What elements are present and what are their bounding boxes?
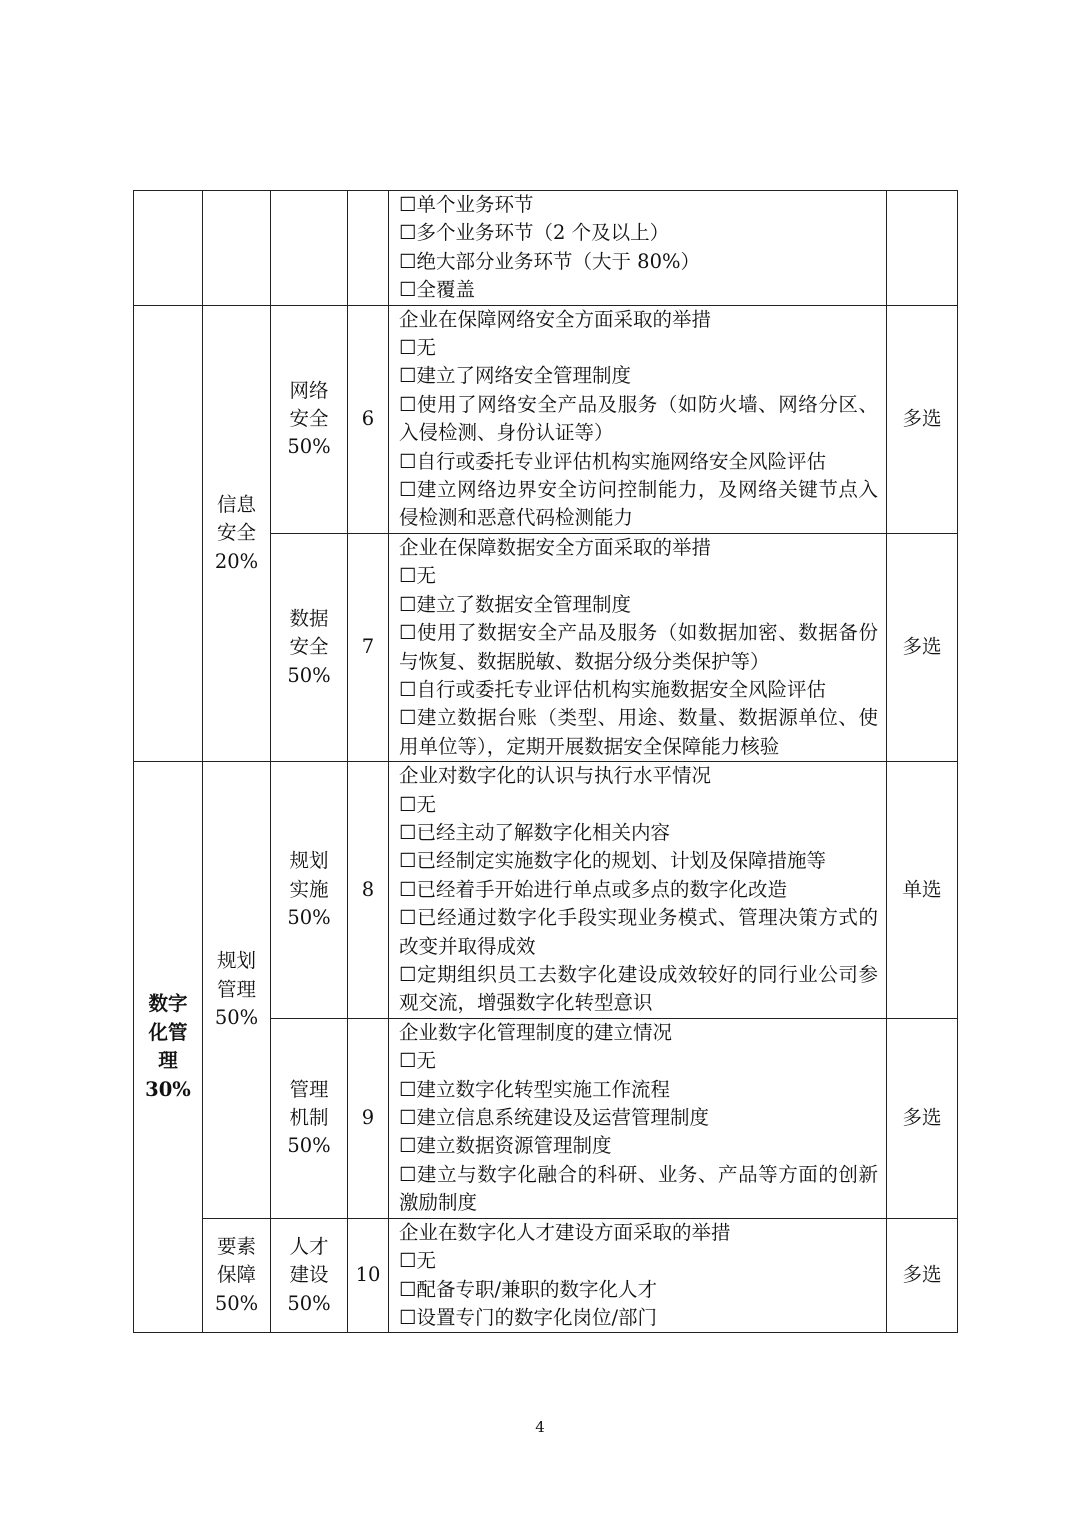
option-text: ☐设置专门的数字化岗位/部门 xyxy=(399,1306,658,1329)
question-prompt: 企业在保障网络安全方面采取的举措 xyxy=(399,307,712,331)
index-number: 8 xyxy=(348,762,389,1019)
option-text: ☐建立信息系统建设及运营管理制度 xyxy=(399,1106,709,1129)
option-text: ☐自行或委托专业评估机构实施网络安全风险评估 xyxy=(399,449,826,473)
content-cell xyxy=(389,191,887,306)
index-number: 6 xyxy=(348,305,389,533)
level2-group-planning-management: 规划 管理 50% xyxy=(203,762,271,1219)
content-cell xyxy=(389,533,887,761)
content-cell xyxy=(389,1218,887,1333)
select-type: 单选 xyxy=(887,762,958,1019)
option-text: ☐建立了数据安全管理制度 xyxy=(399,592,631,616)
level1-digital-management: 数字 化管 理 30% xyxy=(134,762,203,1333)
level2-cell xyxy=(203,191,271,306)
question-prompt: 企业数字化管理制度的建立情况 xyxy=(399,1020,673,1044)
level3-network-security: 网络 安全 50% xyxy=(271,305,348,533)
question-prompt: 企业对数字化的认识与执行水平情况 xyxy=(399,764,712,788)
option-text: ☐定期组织员工去数字化建设成效较好的同行业公司参观交流，增强数字化转型意识 xyxy=(399,962,878,1015)
index-number: 10 xyxy=(348,1218,389,1333)
option-text: ☐全覆盖 xyxy=(399,278,475,302)
table-row xyxy=(134,305,958,533)
option-text: ☐建立数据资源管理制度 xyxy=(399,1134,612,1158)
option-text: ☐无 xyxy=(399,336,436,360)
option-text: ☐建立与数字化融合的科研、业务、产品等方面的创新激励制度 xyxy=(399,1162,878,1215)
content-cell xyxy=(389,305,887,533)
select-type: 多选 xyxy=(887,305,958,533)
level1-cell xyxy=(134,305,203,762)
content-cell xyxy=(389,1018,887,1218)
option-text: ☐建立数字化转型实施工作流程 xyxy=(399,1077,670,1101)
table-row xyxy=(134,762,958,1019)
select-type: 多选 xyxy=(887,1218,958,1333)
option-text: ☐无 xyxy=(399,1049,436,1073)
select-type: 多选 xyxy=(887,533,958,761)
level3-planning-implementation: 规划 实施 50% xyxy=(271,762,348,1019)
option-text: ☐建立了网络安全管理制度 xyxy=(399,364,631,388)
question-prompt: 企业在数字化人才建设方面采取的举措 xyxy=(399,1220,731,1244)
option-text: ☐无 xyxy=(399,564,436,588)
level3-talent-building: 人才 建设 50% xyxy=(271,1218,348,1333)
content-cell xyxy=(389,762,887,1019)
option-text: ☐已经通过数字化手段实现业务模式、管理决策方式的改变并取得成效 xyxy=(399,906,878,958)
level2-group-info-security: 信息 安全 20% xyxy=(203,305,271,762)
option-text: ☐无 xyxy=(399,1249,436,1273)
table-row xyxy=(134,191,958,306)
option-text: ☐使用了数据安全产品及服务（如数据加密、数据备份与恢复、数据脱敏、数据分级分类保护等） xyxy=(399,621,878,673)
question-prompt: 企业在保障数据安全方面采取的举措 xyxy=(399,535,712,559)
level1-cell xyxy=(134,191,203,306)
table-row xyxy=(134,1218,958,1333)
index-number: 7 xyxy=(348,533,389,761)
option-text: ☐单个业务环节 xyxy=(399,193,534,216)
option-text: ☐已经主动了解数字化相关内容 xyxy=(399,820,670,844)
option-text: ☐使用了网络安全产品及服务（如防火墙、网络分区、入侵检测、身份认证等） xyxy=(399,392,878,445)
option-text: ☐多个业务环节（2 个及以上） xyxy=(399,221,670,245)
index-number: 9 xyxy=(348,1018,389,1218)
option-text: ☐已经着手开始进行单点或多点的数字化改造 xyxy=(399,877,787,901)
evaluation-table xyxy=(133,190,958,1333)
option-text: ☐绝大部分业务环节（大于 80%） xyxy=(399,249,701,273)
option-text: ☐配备专职/兼职的数字化人才 xyxy=(399,1277,658,1301)
index-cell xyxy=(348,191,389,306)
option-text: ☐建立网络边界安全访问控制能力，及网络关键节点入侵检测和恶意代码检测能力 xyxy=(399,478,878,530)
level3-management-mechanism: 管理 机制 50% xyxy=(271,1018,348,1218)
type-cell xyxy=(887,191,958,306)
level3-data-security: 数据 安全 50% xyxy=(271,533,348,761)
level3-cell xyxy=(271,191,348,306)
level2-group-factor-guarantee: 要素 保障 50% xyxy=(203,1218,271,1333)
option-text: ☐自行或委托专业评估机构实施数据安全风险评估 xyxy=(399,677,826,701)
select-type: 多选 xyxy=(887,1018,958,1218)
option-text: ☐已经制定实施数字化的规划、计划及保障措施等 xyxy=(399,849,826,873)
option-text: ☐建立数据台账（类型、用途、数量、数据源单位、使用单位等），定期开展数据安全保障能力核验 xyxy=(399,706,878,758)
page-number: 4 xyxy=(535,1418,545,1436)
option-text: ☐无 xyxy=(399,792,436,816)
